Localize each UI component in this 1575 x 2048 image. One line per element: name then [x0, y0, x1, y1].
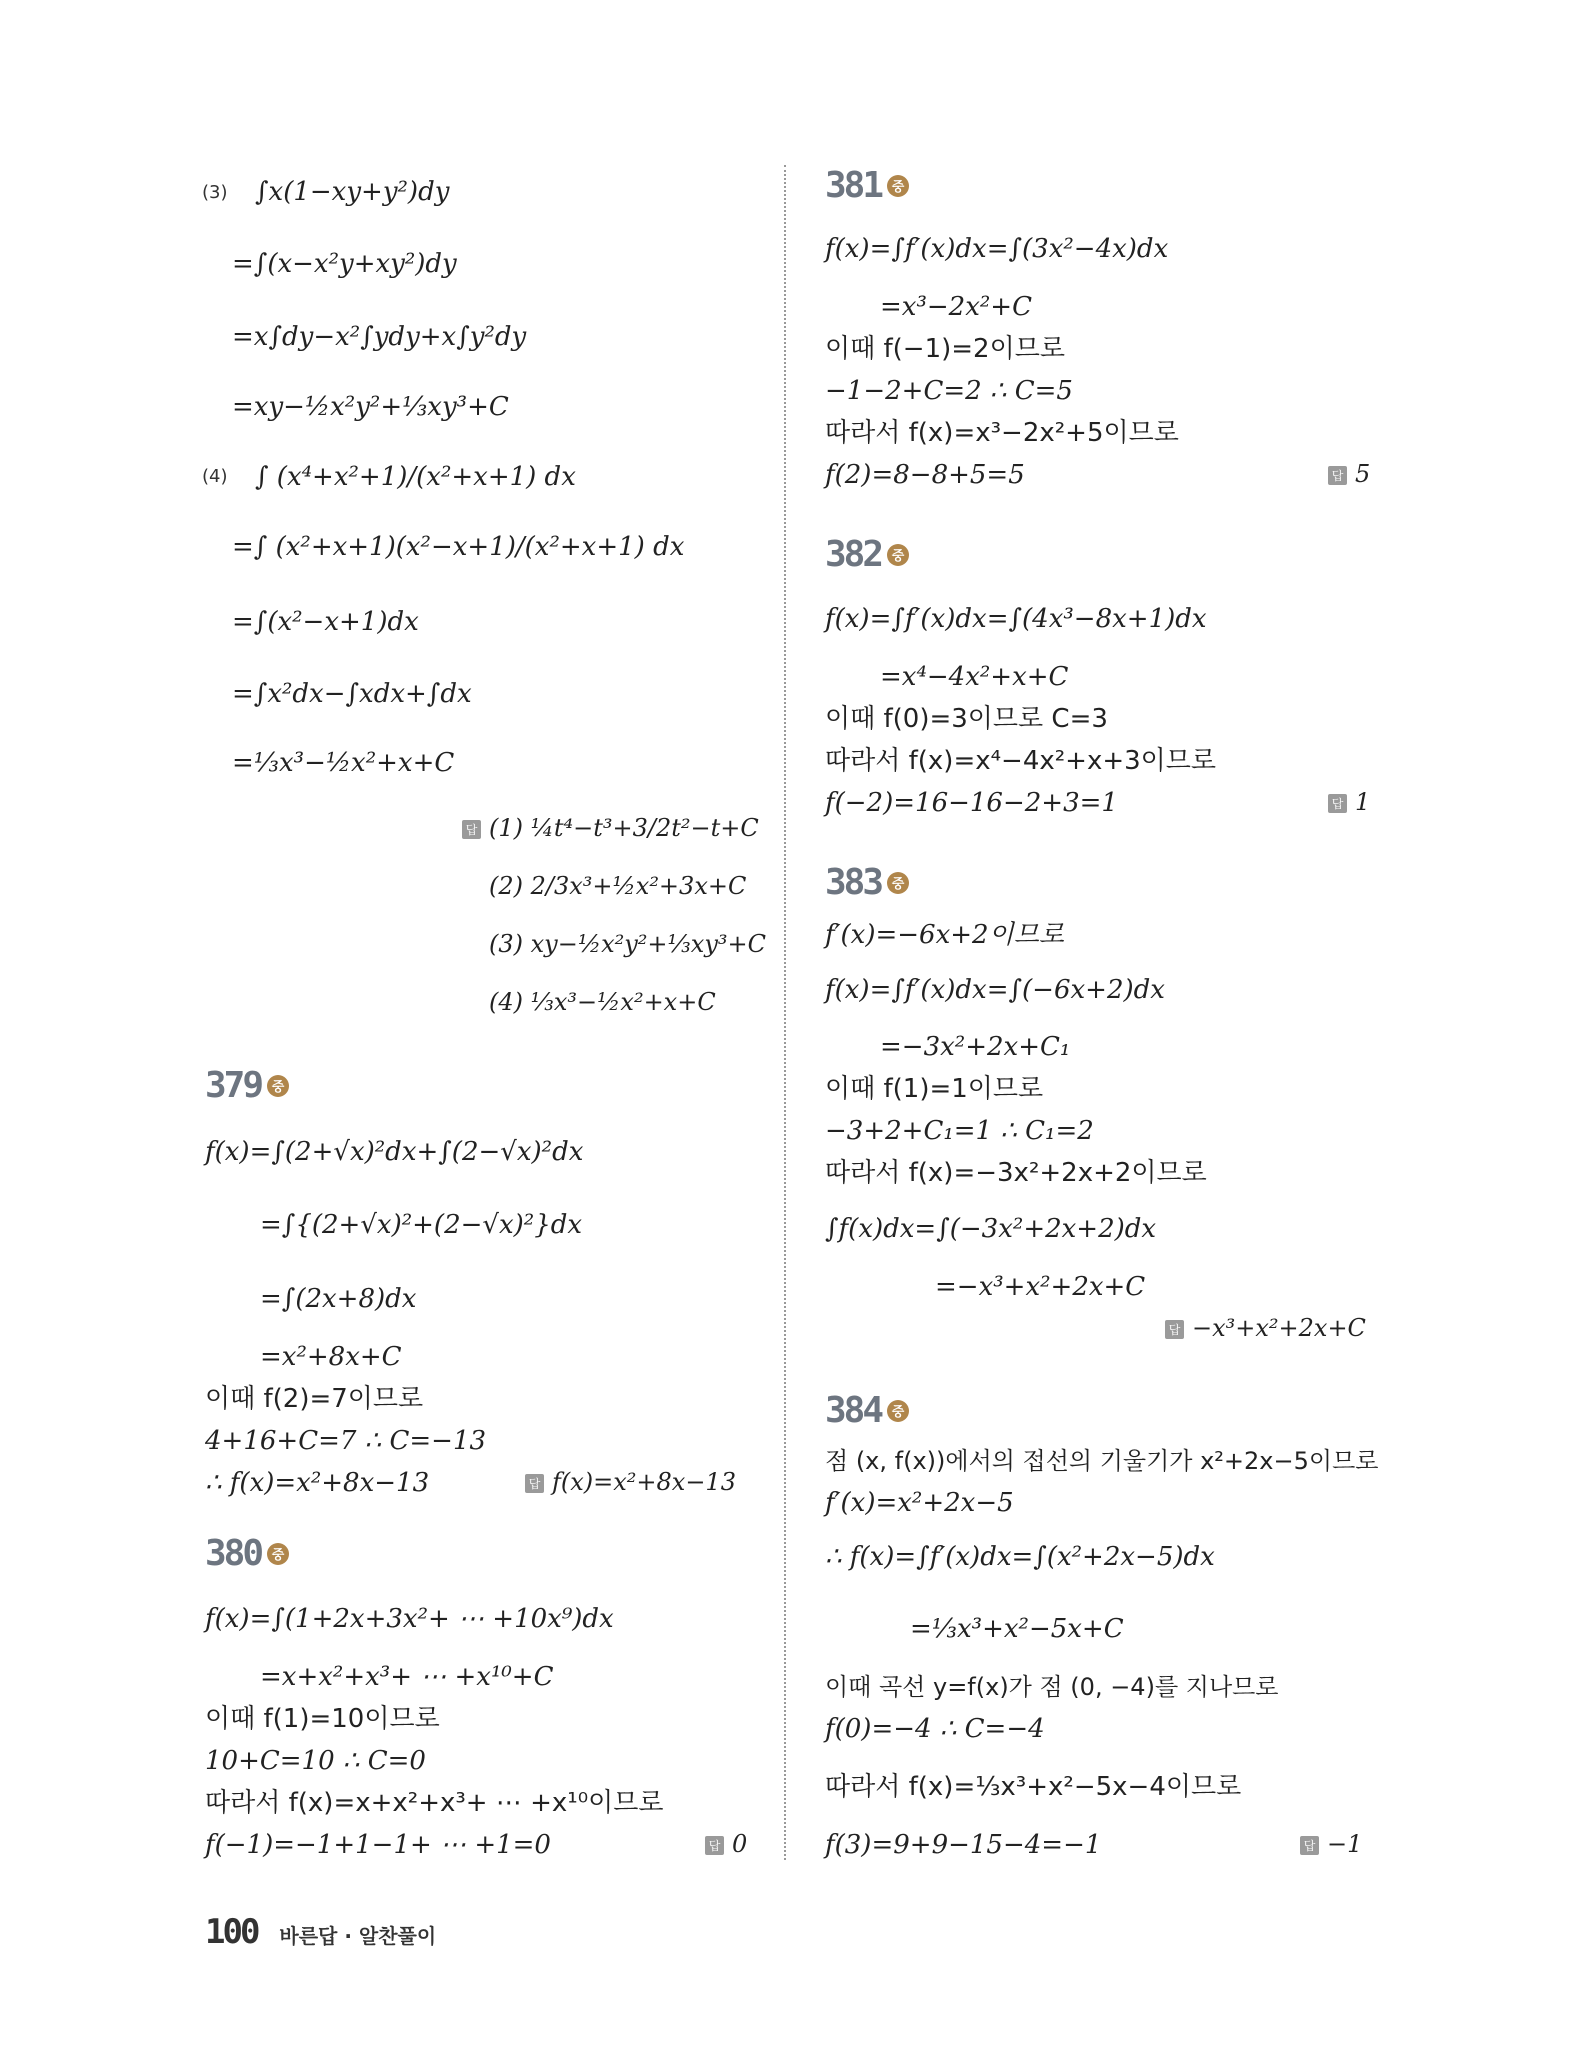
problem-381-header [825, 165, 909, 206]
q381-line-5: 따라서 f(x)=x³−2x²+5이므로 [825, 418, 1179, 448]
p3-line-4: =xy−½x²y²+⅓xy³+C [232, 392, 509, 422]
q382-answer: 답 1 [1328, 788, 1370, 816]
q379-line-7: ∴ f(x)=x²+8x−13 [205, 1468, 430, 1498]
q383-line-2: f(x)=∫f′(x)dx=∫(−6x+2)dx [825, 975, 1165, 1005]
column-divider [784, 165, 786, 1860]
p3-line-1: ∫x(1−xy+y²)dy [255, 177, 450, 207]
book-title: 바른답 · 알찬풀이 [279, 1924, 437, 1948]
p4-line-4: =∫x²dx−∫xdx+∫dx [232, 679, 472, 709]
problem-380-header [205, 1533, 289, 1574]
q380-answer: 답 0 [705, 1830, 747, 1858]
q379-line-4: =x²+8x+C [260, 1342, 402, 1372]
q380-line-3: 이때 f(1)=10이므로 [205, 1704, 440, 1734]
difficulty-badge: 중 [267, 1075, 289, 1097]
q383-answer: 답 −x³+x²+2x+C [1165, 1314, 1366, 1342]
q382-line-3: 이때 f(0)=3이므로 C=3 [825, 704, 1108, 734]
q381-answer: 답 5 [1328, 460, 1370, 488]
answer-icon: 답 [705, 1836, 724, 1855]
answer-icon: 답 [1165, 1320, 1184, 1339]
q384-line-2: f′(x)=x²+2x−5 [825, 1488, 1014, 1518]
difficulty-badge: 중 [267, 1543, 289, 1565]
problem-number: 380 [205, 1533, 262, 1574]
q382-line-5: f(−2)=16−16−2+3=1 [825, 788, 1118, 818]
problem-number: 383 [825, 862, 882, 903]
q384-line-5: 이때 곡선 y=f(x)가 점 (0, −4)를 지나므로 [825, 1673, 1279, 1701]
p4-line-2: =∫ (x²+x+1)(x²−x+1)/(x²+x+1) dx [232, 532, 685, 562]
problem-379-header [205, 1065, 289, 1106]
q384-line-6: f(0)=−4 ∴ C=−4 [825, 1714, 1045, 1744]
problem-number: 379 [205, 1065, 262, 1106]
q381-line-1: f(x)=∫f′(x)dx=∫(3x²−4x)dx [825, 234, 1169, 264]
q383-line-8: =−x³+x²+2x+C [935, 1272, 1146, 1302]
q383-line-4: 이때 f(1)=1이므로 [825, 1074, 1044, 1104]
q379-line-1: f(x)=∫(2+√x)²dx+∫(2−√x)²dx [205, 1137, 584, 1167]
q380-line-6: f(−1)=−1+1−1+ ⋯ +1=0 [205, 1830, 551, 1860]
q384-line-4: =⅓x³+x²−5x+C [910, 1614, 1124, 1644]
page-number: 100 [205, 1912, 258, 1952]
difficulty-badge: 중 [887, 175, 909, 197]
problem-number: 382 [825, 534, 882, 575]
q380-line-2: =x+x²+x³+ ⋯ +x¹⁰+C [260, 1662, 554, 1692]
answer-icon: 답 [1328, 466, 1347, 485]
part-label-4: (4) [202, 466, 228, 487]
p4-line-3: =∫(x²−x+1)dx [232, 607, 419, 637]
answers-line-3: (3) xy−½x²y²+⅓xy³+C [489, 930, 766, 958]
q379-line-3: =∫(2x+8)dx [260, 1284, 417, 1314]
answers-line-2: (2) 2/3x³+½x²+3x+C [489, 872, 747, 900]
page-footer [205, 1912, 436, 1952]
q381-line-3: 이때 f(−1)=2이므로 [825, 334, 1065, 364]
answer-icon: 답 [525, 1474, 544, 1493]
problem-number: 384 [825, 1390, 882, 1431]
q379-line-5: 이때 f(2)=7이므로 [205, 1384, 424, 1414]
problem-382-header [825, 534, 909, 575]
problem-384-header [825, 1390, 909, 1431]
q379-line-2: =∫{(2+√x)²+(2−√x)²}dx [260, 1210, 583, 1240]
q382-line-1: f(x)=∫f′(x)dx=∫(4x³−8x+1)dx [825, 604, 1207, 634]
q381-line-6: f(2)=8−8+5=5 [825, 460, 1025, 490]
q384-line-1: 점 (x, f(x))에서의 접선의 기울기가 x²+2x−5이므로 [825, 1447, 1379, 1475]
p4-line-1: ∫ (x⁴+x²+1)/(x²+x+1) dx [255, 462, 576, 492]
p3-line-2: =∫(x−x²y+xy²)dy [232, 249, 457, 279]
q383-line-6: 따라서 f(x)=−3x²+2x+2이므로 [825, 1158, 1207, 1188]
q379-answer: 답 f(x)=x²+8x−13 [525, 1468, 736, 1496]
q383-line-3: =−3x²+2x+C₁ [880, 1032, 1071, 1062]
q383-line-7: ∫f(x)dx=∫(−3x²+2x+2)dx [825, 1214, 1157, 1244]
q384-line-7: 따라서 f(x)=⅓x³+x²−5x−4이므로 [825, 1772, 1242, 1802]
difficulty-badge: 중 [887, 872, 909, 894]
q382-line-2: =x⁴−4x²+x+C [880, 662, 1069, 692]
q380-line-5: 따라서 f(x)=x+x²+x³+ ⋯ +x¹⁰이므로 [205, 1788, 664, 1818]
q379-line-6: 4+16+C=7 ∴ C=−13 [205, 1426, 487, 1456]
p3-line-3: =x∫dy−x²∫ydy+x∫y²dy [232, 322, 527, 352]
q383-line-1: f′(x)=−6x+2이므로 [825, 920, 1064, 950]
answers-line-4: (4) ⅓x³−½x²+x+C [489, 988, 716, 1016]
q384-line-3: ∴ f(x)=∫f′(x)dx=∫(x²+2x−5)dx [825, 1542, 1215, 1572]
q383-line-5: −3+2+C₁=1 ∴ C₁=2 [825, 1116, 1094, 1146]
difficulty-badge: 중 [887, 1400, 909, 1422]
q384-line-8: f(3)=9+9−15−4=−1 [825, 1830, 1102, 1860]
q381-line-2: =x³−2x²+C [880, 292, 1032, 322]
part-label-3: (3) [202, 182, 228, 203]
q380-line-1: f(x)=∫(1+2x+3x²+ ⋯ +10x⁹)dx [205, 1604, 614, 1634]
q384-answer: 답 −1 [1300, 1830, 1362, 1858]
answer-icon: 답 [1328, 794, 1347, 813]
difficulty-badge: 중 [887, 544, 909, 566]
q382-line-4: 따라서 f(x)=x⁴−4x²+x+3이므로 [825, 746, 1217, 776]
q380-line-4: 10+C=10 ∴ C=0 [205, 1746, 426, 1776]
answers-line-1: 답 (1) ¼t⁴−t³+3/2t²−t+C [462, 814, 759, 842]
problem-383-header [825, 862, 909, 903]
p4-line-5: =⅓x³−½x²+x+C [232, 748, 455, 778]
answer-icon: 답 [1300, 1836, 1319, 1855]
answer-icon: 답 [462, 820, 481, 839]
q381-line-4: −1−2+C=2 ∴ C=5 [825, 376, 1073, 406]
problem-number: 381 [825, 165, 882, 206]
